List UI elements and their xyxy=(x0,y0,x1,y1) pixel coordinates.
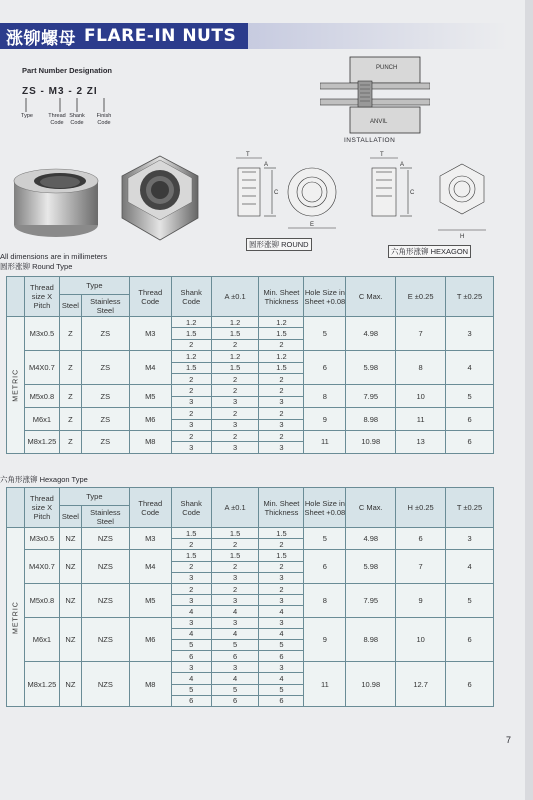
metric-header-spacer xyxy=(7,277,25,317)
a-value-cell: 1.5 xyxy=(211,528,259,539)
shank-code-cell: 4 xyxy=(171,628,211,639)
c-max-cell: 5.98 xyxy=(346,550,396,584)
shank-code-cell: 4 xyxy=(171,606,211,617)
dim-c-round: C xyxy=(274,190,279,196)
shank-code-cell: 1.5 xyxy=(171,550,211,561)
shank-code-cell: 1.2 xyxy=(171,317,211,328)
type-stainless-cell: ZS xyxy=(81,430,129,453)
thread-size-cell: M5x0.8 xyxy=(24,583,59,617)
thread-code-cell: M6 xyxy=(129,408,171,431)
type-stainless-cell: NZS xyxy=(81,583,129,617)
col-min-sheet: Min. Sheet Thickness xyxy=(259,488,304,528)
h-value-cell: 6 xyxy=(396,528,446,550)
title-fade xyxy=(248,23,508,49)
thread-code-cell: M5 xyxy=(129,583,171,617)
shank-code-cell: 1.2 xyxy=(171,351,211,362)
col-t: T ±0.25 xyxy=(446,277,494,317)
min-sheet-cell: 1.5 xyxy=(259,362,304,373)
type-steel-cell: NZ xyxy=(59,550,81,584)
dim-a-round: A xyxy=(264,162,269,168)
c-max-cell: 8.98 xyxy=(346,408,396,431)
round-type-heading: 圆形涨铆 Round Type xyxy=(0,262,73,271)
col-min-sheet: Min. Sheet Thickness xyxy=(259,277,304,317)
col-shank-code: Shank Code xyxy=(171,277,211,317)
dim-e-round: E xyxy=(310,222,315,228)
part-number-pointers xyxy=(20,96,120,114)
metric-label: METRIC xyxy=(7,317,25,454)
min-sheet-cell: 2 xyxy=(259,583,304,594)
c-max-cell: 10.98 xyxy=(346,662,396,707)
round-nut-photo xyxy=(8,155,103,245)
a-value-cell: 1.2 xyxy=(211,351,259,362)
type-steel-cell: NZ xyxy=(59,617,81,662)
a-value-cell: 5 xyxy=(211,639,259,650)
thread-code-cell: M4 xyxy=(129,351,171,385)
table-row xyxy=(7,583,494,594)
a-value-cell: 1.5 xyxy=(211,550,259,561)
hole-size-cell: 8 xyxy=(304,385,346,408)
shank-code-cell: 5 xyxy=(171,684,211,695)
col-c: C Max. xyxy=(346,277,396,317)
t-value-cell: 5 xyxy=(446,583,494,617)
dim-c-hex: C xyxy=(410,190,415,196)
type-stainless-cell: ZS xyxy=(81,317,129,351)
round-table-body xyxy=(7,317,494,454)
dimensions-note xyxy=(0,252,107,272)
min-sheet-cell: 2 xyxy=(259,373,304,384)
min-sheet-cell: 2 xyxy=(259,430,304,441)
a-value-cell: 1.5 xyxy=(211,328,259,339)
hole-size-cell: 8 xyxy=(304,583,346,617)
min-sheet-cell: 4 xyxy=(259,628,304,639)
a-value-cell: 1.2 xyxy=(211,317,259,328)
a-value-cell: 2 xyxy=(211,385,259,396)
a-value-cell: 2 xyxy=(211,539,259,550)
col-hole: Hole Size in Sheet +0.08 xyxy=(304,488,346,528)
hex-type-heading: 六角形涨铆 Hexagon Type xyxy=(0,475,88,484)
shank-code-cell: 3 xyxy=(171,595,211,606)
part-thread-code: Thread Code xyxy=(48,113,66,126)
min-sheet-cell: 2 xyxy=(259,408,304,419)
thread-size-cell: M6x1 xyxy=(24,408,59,431)
type-stainless-cell: NZS xyxy=(81,617,129,662)
h-value-cell: 7 xyxy=(396,550,446,584)
shank-code-cell: 2 xyxy=(171,373,211,384)
table-row xyxy=(7,351,494,362)
min-sheet-cell: 2 xyxy=(259,539,304,550)
c-max-cell: 4.98 xyxy=(346,317,396,351)
min-sheet-cell: 1.5 xyxy=(259,328,304,339)
installation-caption: INSTALLATION xyxy=(344,137,396,144)
min-sheet-cell: 1.5 xyxy=(259,528,304,539)
type-steel-cell: NZ xyxy=(59,528,81,550)
a-value-cell: 3 xyxy=(211,572,259,583)
e-value-cell: 8 xyxy=(396,351,446,385)
hole-size-cell: 9 xyxy=(304,408,346,431)
h-value-cell: 10 xyxy=(396,617,446,662)
col-stainless: Stainless Steel xyxy=(81,295,129,317)
page-number: 7 xyxy=(506,735,512,745)
shank-code-cell: 2 xyxy=(171,583,211,594)
metric-label: METRIC xyxy=(7,528,25,707)
c-max-cell: 7.95 xyxy=(346,583,396,617)
a-value-cell: 3 xyxy=(211,617,259,628)
shank-code-cell: 3 xyxy=(171,617,211,628)
shank-code-cell: 5 xyxy=(171,639,211,650)
col-c: C Max. xyxy=(346,488,396,528)
shank-code-cell: 4 xyxy=(171,673,211,684)
min-sheet-cell: 5 xyxy=(259,684,304,695)
a-value-cell: 2 xyxy=(211,339,259,350)
thread-size-cell: M5x0.8 xyxy=(24,385,59,408)
hole-size-cell: 11 xyxy=(304,662,346,707)
a-value-cell: 2 xyxy=(211,583,259,594)
min-sheet-cell: 3 xyxy=(259,595,304,606)
installation-diagram xyxy=(320,55,430,145)
h-value-cell: 12.7 xyxy=(396,662,446,707)
thread-code-cell: M6 xyxy=(129,617,171,662)
col-thread: Thread size X Pitch xyxy=(24,277,59,317)
type-stainless-cell: NZS xyxy=(81,662,129,707)
col-thread: Thread size X Pitch xyxy=(24,488,59,528)
h-value-cell: 9 xyxy=(396,583,446,617)
table-row xyxy=(7,528,494,539)
a-value-cell: 2 xyxy=(211,373,259,384)
min-sheet-cell: 4 xyxy=(259,673,304,684)
min-sheet-cell: 5 xyxy=(259,639,304,650)
e-value-cell: 13 xyxy=(396,430,446,453)
shank-code-cell: 2 xyxy=(171,408,211,419)
thread-size-cell: M4X0.7 xyxy=(24,550,59,584)
shank-code-cell: 6 xyxy=(171,695,211,706)
title-banner xyxy=(0,23,248,49)
shank-code-cell: 3 xyxy=(171,396,211,407)
min-sheet-cell: 3 xyxy=(259,572,304,583)
hex-nut-photo xyxy=(110,148,210,248)
hex-type-table xyxy=(6,487,494,707)
t-value-cell: 6 xyxy=(446,617,494,662)
shank-code-cell: 2 xyxy=(171,385,211,396)
type-stainless-cell: ZS xyxy=(81,385,129,408)
col-a: A ±0.1 xyxy=(211,488,259,528)
col-shank-code: Shank Code xyxy=(171,488,211,528)
e-value-cell: 11 xyxy=(396,408,446,431)
col-e: E ±0.25 xyxy=(396,277,446,317)
col-type: Type xyxy=(59,488,129,506)
a-value-cell: 2 xyxy=(211,561,259,572)
a-value-cell: 6 xyxy=(211,651,259,662)
hole-size-cell: 6 xyxy=(304,550,346,584)
t-value-cell: 3 xyxy=(446,317,494,351)
min-sheet-cell: 6 xyxy=(259,695,304,706)
part-finish-code: Finish Code xyxy=(96,113,112,126)
c-max-cell: 4.98 xyxy=(346,528,396,550)
min-sheet-cell: 3 xyxy=(259,419,304,430)
shank-code-cell: 1.5 xyxy=(171,328,211,339)
table-row xyxy=(7,550,494,561)
col-thread-code: Thread Code xyxy=(129,488,171,528)
table-row xyxy=(7,317,494,328)
table-row xyxy=(7,385,494,396)
anvil-label: ANVIL xyxy=(370,119,388,125)
min-sheet-cell: 4 xyxy=(259,606,304,617)
shank-code-cell: 3 xyxy=(171,572,211,583)
min-sheet-cell: 2 xyxy=(259,339,304,350)
t-value-cell: 6 xyxy=(446,408,494,431)
t-value-cell: 4 xyxy=(446,550,494,584)
col-steel: Steel xyxy=(59,295,81,317)
type-steel-cell: NZ xyxy=(59,662,81,707)
part-type: Type xyxy=(21,113,33,119)
table-row xyxy=(7,408,494,419)
c-max-cell: 10.98 xyxy=(346,430,396,453)
t-value-cell: 6 xyxy=(446,430,494,453)
a-value-cell: 4 xyxy=(211,628,259,639)
min-sheet-cell: 3 xyxy=(259,662,304,673)
shank-code-cell: 6 xyxy=(171,651,211,662)
type-steel-cell: Z xyxy=(59,430,81,453)
hex-table-body xyxy=(7,528,494,707)
thread-code-cell: M5 xyxy=(129,385,171,408)
min-sheet-cell: 6 xyxy=(259,651,304,662)
a-value-cell: 1.5 xyxy=(211,362,259,373)
shank-code-cell: 2 xyxy=(171,339,211,350)
a-value-cell: 4 xyxy=(211,606,259,617)
a-value-cell: 4 xyxy=(211,673,259,684)
t-value-cell: 6 xyxy=(446,662,494,707)
min-sheet-cell: 1.2 xyxy=(259,351,304,362)
hole-size-cell: 5 xyxy=(304,317,346,351)
part-number-code: ZS - M3 - 2 ZI xyxy=(22,86,98,97)
caption-round: 圆形涨铆 ROUND xyxy=(246,238,312,251)
min-sheet-cell: 3 xyxy=(259,442,304,453)
col-type: Type xyxy=(59,277,129,295)
shank-code-cell: 1.5 xyxy=(171,528,211,539)
round-type-table xyxy=(6,276,494,454)
type-stainless-cell: ZS xyxy=(81,408,129,431)
shank-code-cell: 3 xyxy=(171,419,211,430)
col-thread-code: Thread Code xyxy=(129,277,171,317)
dim-h-hex: H xyxy=(460,234,465,240)
a-value-cell: 2 xyxy=(211,430,259,441)
page-edge xyxy=(525,0,533,800)
part-shank-code: Shank Code xyxy=(69,113,85,126)
hole-size-cell: 5 xyxy=(304,528,346,550)
table-row xyxy=(7,617,494,628)
min-sheet-cell: 2 xyxy=(259,561,304,572)
thread-code-cell: M4 xyxy=(129,550,171,584)
min-sheet-cell: 1.2 xyxy=(259,317,304,328)
col-hole: Hole Size in Sheet +0.08 xyxy=(304,277,346,317)
caption-hexagon: 六角形涨铆 HEXAGON xyxy=(388,245,471,258)
type-stainless-cell: NZS xyxy=(81,550,129,584)
thread-size-cell: M3x0.5 xyxy=(24,317,59,351)
shank-code-cell: 2 xyxy=(171,539,211,550)
type-steel-cell: Z xyxy=(59,385,81,408)
col-stainless: Stainless Steel xyxy=(81,506,129,528)
dimensions-text: All dimensions are in millimeters xyxy=(0,252,108,261)
hole-size-cell: 9 xyxy=(304,617,346,662)
col-a: A ±0.1 xyxy=(211,277,259,317)
thread-code-cell: M8 xyxy=(129,662,171,707)
part-number-label: Part Number Designation xyxy=(22,66,113,75)
metric-header-spacer xyxy=(7,488,25,528)
c-max-cell: 8.98 xyxy=(346,617,396,662)
e-value-cell: 7 xyxy=(396,317,446,351)
thread-size-cell: M4X0.7 xyxy=(24,351,59,385)
thread-size-cell: M8x1.25 xyxy=(24,662,59,707)
e-value-cell: 10 xyxy=(396,385,446,408)
shank-code-cell: 3 xyxy=(171,662,211,673)
t-value-cell: 3 xyxy=(446,528,494,550)
a-value-cell: 5 xyxy=(211,684,259,695)
min-sheet-cell: 3 xyxy=(259,396,304,407)
punch-label: PUNCH xyxy=(376,65,398,71)
min-sheet-cell: 2 xyxy=(259,385,304,396)
thread-size-cell: M3x0.5 xyxy=(24,528,59,550)
t-value-cell: 4 xyxy=(446,351,494,385)
type-steel-cell: Z xyxy=(59,408,81,431)
shank-code-cell: 2 xyxy=(171,430,211,441)
thread-size-cell: M6x1 xyxy=(24,617,59,662)
c-max-cell: 7.95 xyxy=(346,385,396,408)
thread-code-cell: M3 xyxy=(129,528,171,550)
hole-size-cell: 11 xyxy=(304,430,346,453)
thread-code-cell: M3 xyxy=(129,317,171,351)
title-cn: 涨铆螺母 xyxy=(6,28,76,49)
shank-code-cell: 2 xyxy=(171,561,211,572)
table-row xyxy=(7,662,494,673)
type-stainless-cell: ZS xyxy=(81,351,129,385)
title-en: FLARE-IN NUTS xyxy=(84,26,237,46)
type-steel-cell: Z xyxy=(59,351,81,385)
a-value-cell: 6 xyxy=(211,695,259,706)
dim-t-round: T xyxy=(246,152,250,158)
hole-size-cell: 6 xyxy=(304,351,346,385)
a-value-cell: 3 xyxy=(211,662,259,673)
col-t: T ±0.25 xyxy=(446,488,494,528)
type-steel-cell: NZ xyxy=(59,583,81,617)
min-sheet-cell: 1.5 xyxy=(259,550,304,561)
shank-code-cell: 3 xyxy=(171,442,211,453)
min-sheet-cell: 3 xyxy=(259,617,304,628)
type-steel-cell: Z xyxy=(59,317,81,351)
col-steel: Steel xyxy=(59,506,81,528)
c-max-cell: 5.98 xyxy=(346,351,396,385)
a-value-cell: 3 xyxy=(211,442,259,453)
a-value-cell: 3 xyxy=(211,396,259,407)
t-value-cell: 5 xyxy=(446,385,494,408)
thread-size-cell: M8x1.25 xyxy=(24,430,59,453)
shank-code-cell: 1.5 xyxy=(171,362,211,373)
a-value-cell: 3 xyxy=(211,419,259,430)
dim-a-hex: A xyxy=(400,162,405,168)
thread-code-cell: M8 xyxy=(129,430,171,453)
type-stainless-cell: NZS xyxy=(81,528,129,550)
dim-t-hex: T xyxy=(380,152,384,158)
a-value-cell: 3 xyxy=(211,595,259,606)
table-row xyxy=(7,430,494,441)
a-value-cell: 2 xyxy=(211,408,259,419)
col-h: H ±0.25 xyxy=(396,488,446,528)
